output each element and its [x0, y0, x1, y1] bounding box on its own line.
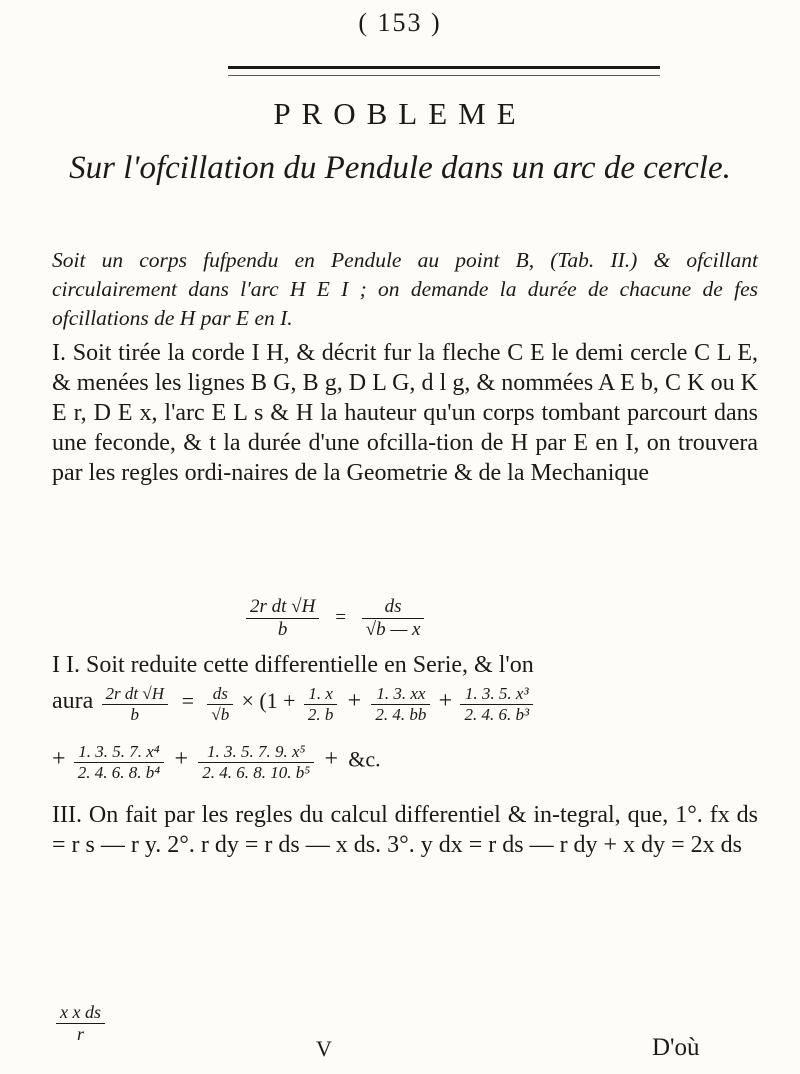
eq2-lhs — [102, 684, 168, 725]
section-1-paragraph: I. Soit tirée la corde I H, & décrit fur la fleche C E le demi cercle C L E, & menées les lignes B G, B g, D L G, d l g, & nommées A E b, C K ou K E r, D E x, l'arc E L s & H la hauteur qu'un corps tombant parcourt dans une feconde, & t la durée d'une ofcilla-tion de H par E en I, on trouvera par les regles ordi-naires de la Geometrie & de la Mechanique — [52, 340, 758, 486]
eq1-rhs-num: ds — [362, 596, 425, 619]
eq1-rhs-den: √b — x — [365, 619, 421, 640]
trailing-fraction-num: x x ds — [56, 1002, 105, 1024]
eq2-term-3 — [460, 684, 533, 725]
eq1-lhs — [246, 596, 319, 641]
eq2-term-3-num: 1. 3. 5. x³ — [460, 684, 533, 705]
eq2-term-1-den: 2. b — [307, 705, 334, 724]
eq2-plus-2: + — [438, 688, 453, 715]
header-rule — [228, 66, 660, 76]
eq2-term-5-den: 2. 4. 6. 8. 10. b⁵ — [202, 763, 311, 782]
equation-1 — [246, 596, 424, 641]
signature-mark: V — [316, 1036, 332, 1061]
eq2-term-1 — [304, 684, 338, 725]
eq2-term-4 — [74, 742, 164, 783]
trailing-fraction — [56, 1002, 105, 1045]
eq2-times: × (1 + — [241, 688, 296, 714]
eq2-plus-3: + — [52, 746, 66, 773]
eq1-rhs — [362, 596, 425, 641]
equation-2-line-1 — [52, 684, 533, 725]
intro-paragraph: Soit un corps fufpendu en Pendule au point B, (Tab. II.) & ofcillant circulairement dans l'arc H E I ; on demande la durée de chacune de fes ofcillations de H par E en I. — [52, 248, 758, 330]
catchword: D'où — [652, 1034, 700, 1061]
eq2-factor — [207, 684, 233, 725]
eq2-term-5-num: 1. 3. 5. 7. 9. x⁵ — [198, 742, 314, 763]
section-3-paragraph: III. On fait par les regles du calcul differentiel & in-tegral, que, 1°. fx ds = r s — r y. 2°. r dy = r ds — x ds. 3°. y dx = r ds — r dy + x dy = 2x ds — [52, 802, 758, 858]
eq2-term-3-den: 2. 4. 6. b³ — [464, 705, 530, 724]
page-title: PROBLEME — [273, 96, 527, 131]
page-subtitle: Sur l'ofcillation du Pendule dans un arc de cercle. — [69, 150, 731, 186]
eq2-lhs-num: 2r dt √H — [102, 684, 168, 705]
trailing-fraction-den: r — [76, 1024, 84, 1044]
eq2-plus-4: + — [174, 746, 189, 773]
eq2-term-1-num: 1. x — [304, 684, 338, 705]
equation-2-line-2 — [52, 742, 381, 783]
eq2-term-2-num: 1. 3. xx — [371, 684, 430, 705]
eq2-term-4-num: 1. 3. 5. 7. x⁴ — [74, 742, 164, 763]
eq2-lhs-den: b — [130, 705, 140, 724]
eq1-equals: = — [334, 606, 347, 628]
eq2-plus-5: + — [324, 746, 338, 773]
eq2-term-2-den: 2. 4. bb — [375, 705, 427, 724]
page-number: ( 153 ) — [358, 8, 442, 37]
eq2-equals: = — [180, 688, 196, 714]
eq2-etc: &c. — [348, 746, 381, 772]
section-2-paragraph: I I. Soit reduite cette differentielle en Serie, & l'on — [52, 652, 534, 678]
eq1-lhs-num: 2r dt √H — [246, 596, 319, 619]
eq2-factor-num: ds — [207, 684, 233, 705]
eq2-factor-den: √b — [211, 705, 230, 724]
eq1-lhs-den: b — [277, 619, 288, 640]
eq2-term-5 — [198, 742, 314, 783]
eq2-plus-1: + — [347, 688, 362, 715]
eq2-term-4-den: 2. 4. 6. 8. b⁴ — [77, 763, 161, 782]
eq2-term-2 — [371, 684, 430, 725]
eq2-lead: aura — [52, 688, 94, 715]
